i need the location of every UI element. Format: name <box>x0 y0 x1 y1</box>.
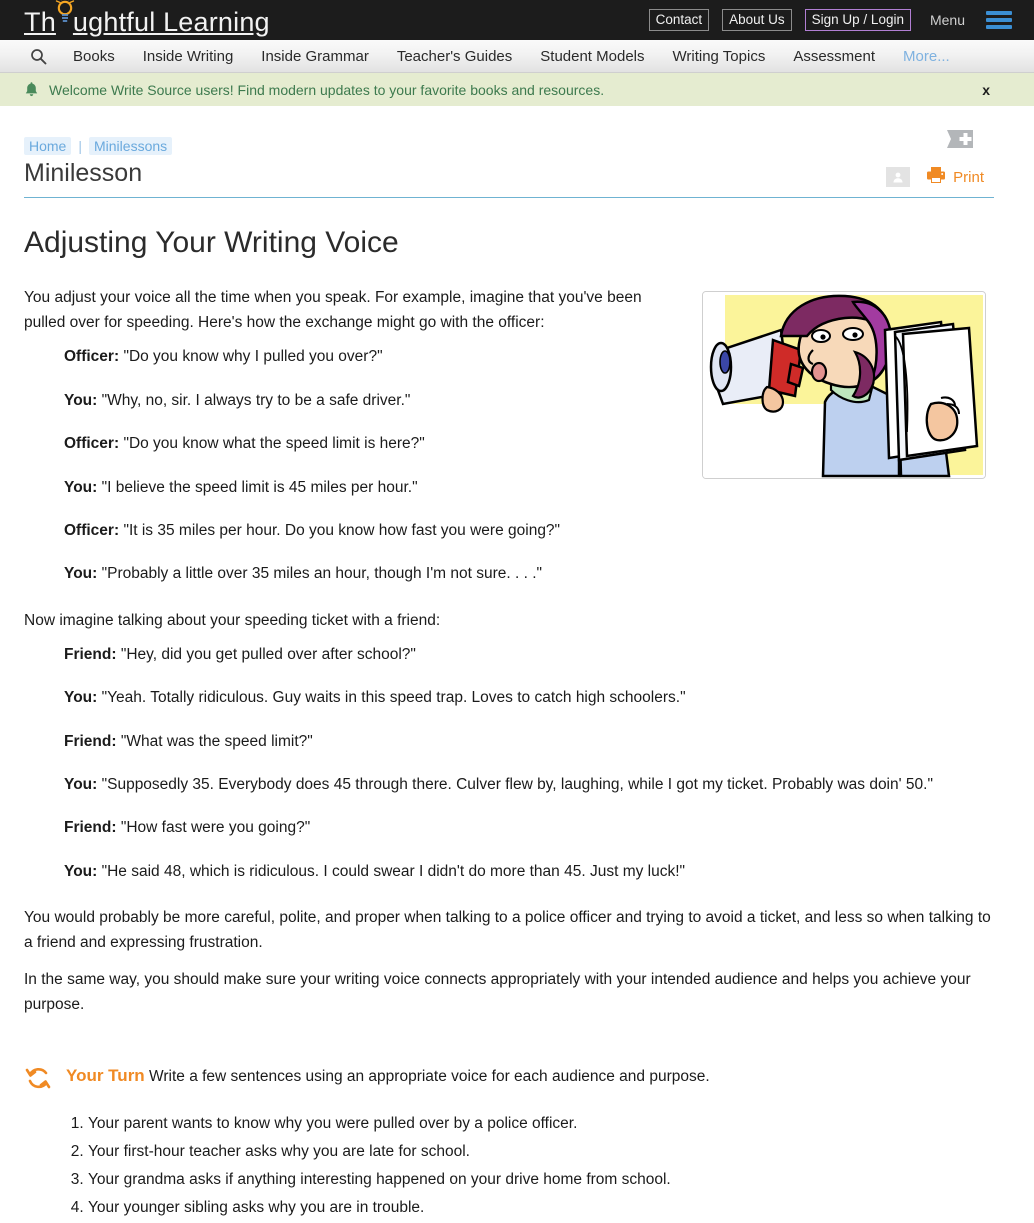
dialogue-text: "Do you know what the speed limit is here?" <box>123 435 425 453</box>
dialogue-speaker: You: <box>64 565 98 583</box>
megaphone-speaker-illustration <box>702 291 986 479</box>
closing-paragraph-2: In the same way, you should make sure your writing voice connects appropriately with your intended audience and helps you achieve your purpose. <box>24 971 971 1014</box>
dialogue-text: "Probably a little over 35 miles an hour, though I'm not sure. . . ." <box>101 565 543 583</box>
dialogue-speaker: You: <box>64 862 98 880</box>
intro-paragraph: You adjust your voice all the time when you speak. For example, imagine that you've been pulled over for speeding. Here's how the exchange might go with the officer: <box>24 289 642 332</box>
page-kicker: Minilesson <box>24 159 143 187</box>
search-icon[interactable] <box>30 48 47 65</box>
about-us-link[interactable]: About Us <box>722 9 792 32</box>
page-content <box>0 106 1034 1220</box>
dialogue-speaker: Officer: <box>64 348 120 366</box>
header-actions <box>649 9 1012 32</box>
page-tools <box>886 166 984 188</box>
dialogue-speaker: Friend: <box>64 819 117 837</box>
dialogue-text: "Hey, did you get pulled over after school?" <box>120 645 416 663</box>
your-turn-label: Your Turn <box>66 1065 145 1085</box>
dialogue-text: "Do you know why I pulled you over?" <box>123 348 383 366</box>
dialogue-line <box>64 688 994 707</box>
dialogue-text: "I believe the speed limit is 45 miles per hour." <box>101 478 418 496</box>
nav-item-teachers-guides[interactable]: Teacher's Guides <box>396 47 513 65</box>
dialogue-line <box>64 478 994 497</box>
breadcrumb-separator: | <box>78 137 82 154</box>
dialogue-text: "What was the speed limit?" <box>120 732 313 750</box>
logo-text-before: Th <box>24 7 56 37</box>
list-item: 4. Your younger sibling asks why you are in trouble. <box>88 1195 994 1220</box>
dialogue-speaker: You: <box>64 775 98 793</box>
main-navigation <box>0 40 1034 73</box>
list-item: 1. Your parent wants to know why you were pulled over by a police officer. <box>88 1111 994 1136</box>
dialogue-text: "He said 48, which is ridiculous. I could swear I didn't do more than 45. Just my luck!" <box>101 862 686 880</box>
site-header <box>0 0 1034 40</box>
nav-item-books[interactable]: Books <box>73 47 115 65</box>
dialogue-line <box>64 521 994 540</box>
logo-text-after: ughtful Learning <box>72 7 270 37</box>
bell-icon <box>24 81 39 98</box>
print-label: Print <box>953 168 984 186</box>
breadcrumb-item-minilessons[interactable]: Minilessons <box>89 137 172 155</box>
announcement-banner <box>0 73 1034 106</box>
friend-dialogue <box>24 645 994 881</box>
nav-item-writing-topics[interactable]: Writing Topics <box>672 47 766 65</box>
nav-item-assessment[interactable]: Assessment <box>793 47 876 65</box>
page-title-row <box>24 158 994 198</box>
nav-item-inside-grammar[interactable]: Inside Grammar <box>261 47 369 65</box>
your-turn-list <box>24 1111 994 1220</box>
dialogue-text: "It is 35 miles per hour. Do you know how fast you were going?" <box>123 521 561 539</box>
friend-intro-paragraph: Now imagine talking about your speeding ticket with a friend: <box>24 611 441 629</box>
dialogue-speaker: You: <box>64 478 98 496</box>
signup-login-link[interactable]: Sign Up / Login <box>805 9 911 32</box>
refresh-arrows-icon <box>24 1066 52 1097</box>
site-logo[interactable] <box>24 4 270 36</box>
closing-paragraphs <box>24 905 994 1017</box>
dialogue-text: "Supposedly 35. Everybody does 45 through there. Culver flew by, laughing, while I got my ticket. Probably was doin' 50." <box>101 775 933 793</box>
menu-label: Menu <box>929 11 965 28</box>
printer-icon <box>926 166 946 188</box>
lightbulb-icon <box>56 4 73 31</box>
hamburger-icon[interactable] <box>986 11 1012 29</box>
nav-item-more[interactable]: More... <box>903 47 950 65</box>
dialogue-speaker: Friend: <box>64 732 117 750</box>
dialogue-speaker: You: <box>64 391 98 409</box>
dialogue-speaker: Officer: <box>64 521 120 539</box>
your-turn-text <box>66 1064 710 1089</box>
list-item: 3. Your grandma asks if anything interesting happened on your drive home from school. <box>88 1167 994 1192</box>
your-turn-prompt: Write a few sentences using an appropriate voice for each audience and purpose. <box>149 1067 710 1085</box>
dialogue-speaker: Friend: <box>64 645 117 663</box>
lesson-body <box>24 285 994 1017</box>
print-button[interactable] <box>926 166 984 188</box>
list-item: 2. Your first-hour teacher asks why you are late for school. <box>88 1139 994 1164</box>
nav-item-inside-writing[interactable]: Inside Writing <box>142 47 234 65</box>
dialogue-line <box>64 775 994 794</box>
dialogue-line <box>64 564 994 583</box>
dialogue-line <box>64 645 994 664</box>
contact-link[interactable]: Contact <box>649 9 710 32</box>
dialogue-speaker: Officer: <box>64 435 120 453</box>
dialogue-speaker: You: <box>64 689 98 707</box>
account-avatar-icon[interactable] <box>886 167 910 187</box>
closing-paragraph-1: You would probably be more careful, polite, and proper when talking to a police officer and trying to avoid a ticket, and less so when talking to a friend and expressing frustration. <box>24 909 991 952</box>
nav-item-student-models[interactable]: Student Models <box>540 47 645 65</box>
dialogue-line <box>64 862 994 881</box>
breadcrumb <box>24 106 994 158</box>
dialogue-text: "Yeah. Totally ridiculous. Guy waits in this speed trap. Loves to catch high schoolers." <box>101 689 686 707</box>
close-banner-button[interactable]: x <box>976 81 996 99</box>
dialogue-text: "Why, no, sir. I always try to be a safe driver." <box>101 391 411 409</box>
dialogue-line <box>64 818 994 837</box>
dialogue-line <box>64 732 994 751</box>
dialogue-text: "How fast were you going?" <box>120 819 311 837</box>
announcement-text: Welcome Write Source users! Find modern updates to your favorite books and resources. <box>49 81 605 98</box>
your-turn-section <box>24 1064 994 1097</box>
breadcrumb-item-home[interactable]: Home <box>24 137 71 155</box>
lesson-title: Adjusting Your Writing Voice <box>24 226 399 260</box>
share-plus-icon[interactable] <box>947 128 973 155</box>
